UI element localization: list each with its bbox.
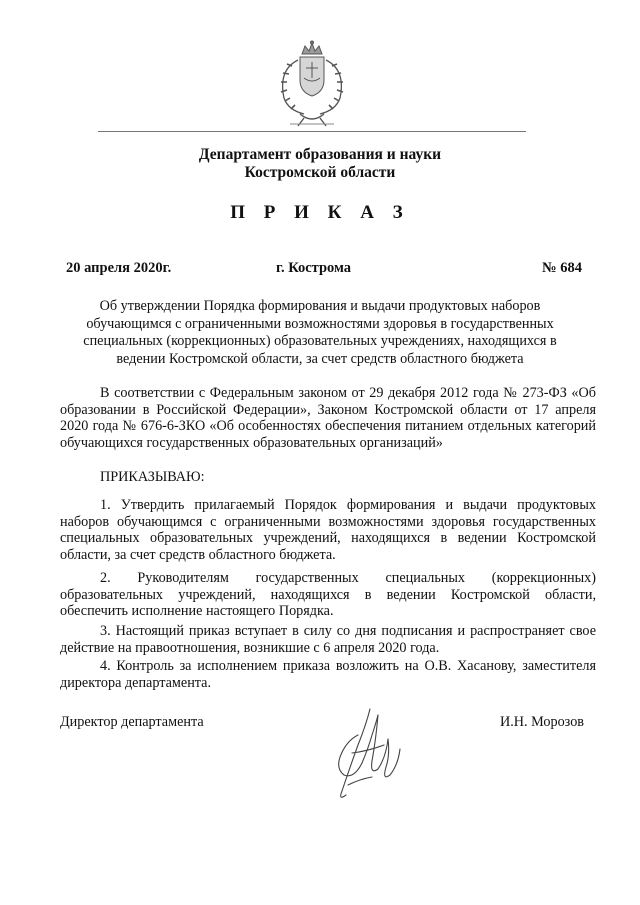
order-subject: [60, 298, 580, 368]
order-item-4: 4. Контроль за исполнением приказа возложить на О.В. Хасанову, заместителя директора департамента.: [60, 658, 596, 691]
handwritten-signature-icon: [328, 705, 406, 803]
subject-line: ведении Костромской области, за счет средств областного бюджета: [116, 350, 524, 367]
department-name-line1: Департамент образования и науки: [198, 146, 442, 163]
document-number: № 684: [542, 260, 582, 276]
order-preamble: В соответствии с Федеральным законом от 29 декабря 2012 года № 273-ФЗ «Об образовании в Российской Федерации», Законом Костромской области от 17 апреля 2020 года № 676-6-ЗКО «Об особенностях обеспечения питанием отдельных категорий обучающихся государственных образовательных организаций»: [60, 385, 596, 451]
subject-line: Об утверждении Порядка формирования и выдачи продуктовых наборов: [99, 298, 541, 314]
order-word: ПРИКАЗЫВАЮ:: [100, 469, 205, 485]
header-divider: [98, 131, 526, 132]
document-city: г. Кострома: [276, 260, 352, 276]
document-date: 20 апреля 2020г.: [66, 260, 172, 276]
signatory-position: Директор департамента: [60, 714, 204, 730]
order-item-2: 2. Руководителям государственных специальных (коррекционных) образовательных учреждений, находящихся в ведении Костромской области, обеспечить исполнение настоящего Порядка.: [60, 570, 596, 620]
subject-line: обучающимся с ограниченными возможностями здоровья в государственных: [86, 315, 554, 332]
document-title: П Р И К А З: [230, 202, 410, 223]
order-item-3: 3. Настоящий приказ вступает в силу со дня подписания и распространяет свое действие на правоотношения, возникшие с 6 апреля 2020 года.: [60, 623, 596, 656]
signatory-name: И.Н. Морозов: [500, 714, 584, 730]
kostroma-coat-of-arms-icon: [270, 40, 354, 130]
order-item-1: 1. Утвердить прилагаемый Порядок формирования и выдачи продуктовых наборов обучающимся с ограниченными возможностями здоровья государственных специальных образовательных учреждений, находящихся в ведении Костромской области, за счет средств областного бюджета.: [60, 497, 596, 563]
department-name-line2: Костромской области: [244, 164, 396, 181]
subject-line: специальных (коррекционных) образовательных учреждениях, находящихся в: [83, 333, 557, 350]
